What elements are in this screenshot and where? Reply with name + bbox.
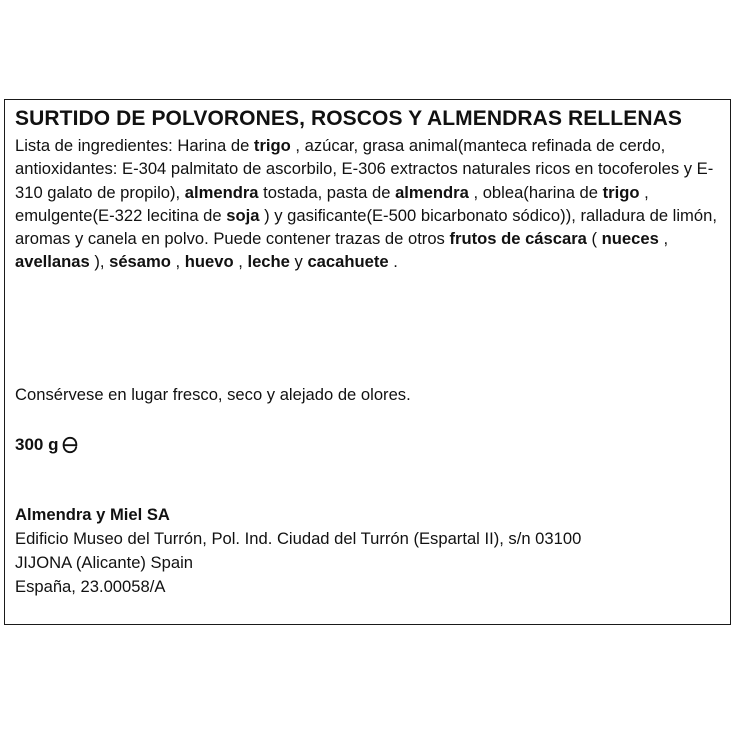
product-title: SURTIDO DE POLVORONES, ROSCOS Y ALMENDRAS RELLENAS bbox=[15, 107, 682, 130]
company-name: Almendra y Miel SA bbox=[15, 505, 170, 524]
ingredient-text: ), bbox=[89, 252, 110, 272]
ingredient-text: , bbox=[658, 229, 669, 249]
allergen-text: soja bbox=[226, 205, 260, 225]
allergen-text: huevo bbox=[184, 252, 234, 272]
ingredient-text: . bbox=[388, 252, 398, 272]
ingredient-text: , bbox=[233, 252, 248, 272]
allergen-text: almendra bbox=[184, 182, 259, 202]
ingredients-list bbox=[15, 134, 720, 274]
address-line: Edificio Museo del Turrón, Pol. Ind. Ciudad del Turrón (Espartal II), s/n 03100 bbox=[15, 529, 582, 548]
storage-instructions: Consérvese en lugar fresco, seco y alejado de olores. bbox=[15, 385, 411, 404]
estimated-sign-icon bbox=[61, 435, 79, 455]
allergen-text: trigo bbox=[253, 136, 291, 155]
net-weight-value: 300 g bbox=[15, 435, 59, 454]
ingredient-text: y bbox=[289, 252, 308, 272]
ingredient-text: , emulgente(E-322 lecitina de bbox=[15, 182, 649, 225]
ingredient-text: , bbox=[170, 252, 185, 272]
ingredient-text: tostada, pasta de bbox=[258, 182, 396, 202]
allergen-text: avellanas bbox=[15, 252, 90, 272]
label-content bbox=[15, 105, 720, 274]
allergen-text: frutos de cáscara bbox=[449, 229, 587, 249]
allergen-text: almendra bbox=[395, 182, 469, 202]
allergen-text: leche bbox=[247, 252, 290, 272]
allergen-text: cacahuete bbox=[307, 252, 389, 272]
ingredient-text: ( bbox=[586, 229, 602, 249]
company-info bbox=[15, 503, 581, 599]
address-line: España, 23.00058/A bbox=[15, 577, 166, 596]
ingredient-text: , azúcar, grasa animal(manteca refinada de cerdo, antioxidantes: E-304 palmitato de ascorbilo, E-306 extractos naturales ricos en tocoferoles y E-310 galato de propilo), bbox=[15, 136, 714, 202]
allergen-text: nueces bbox=[601, 229, 659, 249]
allergen-text: trigo bbox=[602, 182, 640, 202]
ingredient-text: ) y gasificante(E-500 bicarbonato sódico)), ralladura de limón, aromas y canela en polvo. Puede contener trazas de otros bbox=[15, 205, 717, 249]
ingredient-text: , oblea(harina de bbox=[468, 182, 603, 202]
net-weight bbox=[15, 433, 79, 457]
ingredient-text: Lista de ingredientes: Harina de bbox=[15, 136, 254, 155]
address-line: JIJONA (Alicante) Spain bbox=[15, 553, 193, 572]
allergen-text: sésamo bbox=[109, 252, 171, 272]
